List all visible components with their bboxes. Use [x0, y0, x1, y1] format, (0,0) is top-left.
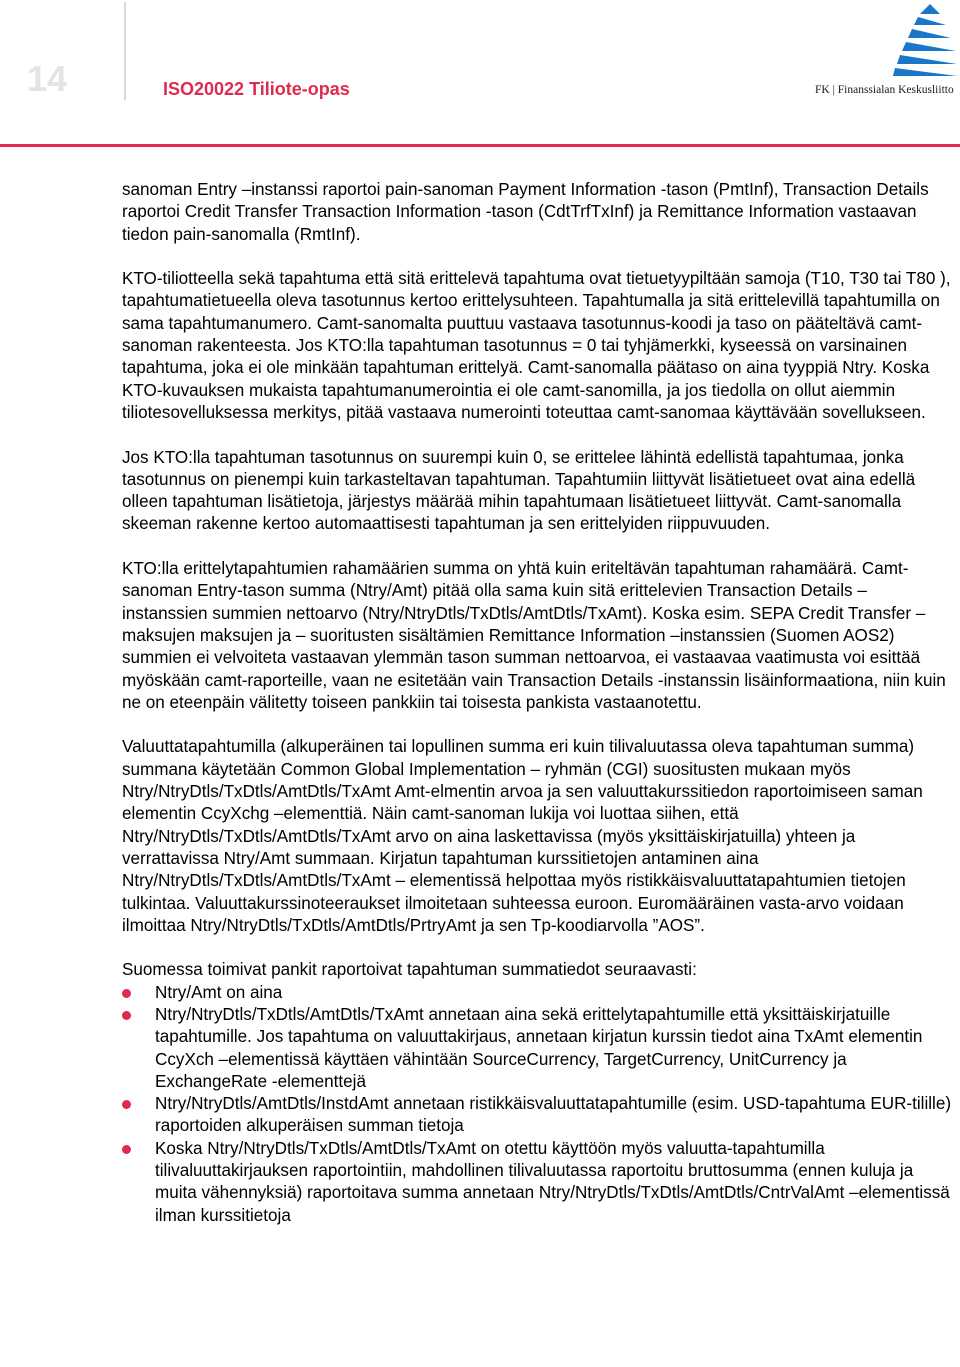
list-intro: Suomessa toimivat pankit raportoivat tapahtuman summatiedot seuraavasti: — [122, 960, 697, 980]
summary-list — [122, 982, 952, 1227]
list-item-text: Koska Ntry/NtryDtls/TxDtls/AmtDtls/TxAmt on otettu käyttöön myös valuutta-tapahtumilla tilivaluuttakirjauksen raportointiin, mahdollinen tilivaluutassa raportoitu bruttosumma (ennen kuluja ja muita vähennyksiä) raportoitava summa annetaan Ntry/NtryDtls/TxDtls/AmtDtls/CntrValAmt –elementissä ilman kurssitietoja — [155, 1138, 950, 1225]
header-rule — [0, 144, 960, 147]
bullet-icon — [122, 989, 131, 998]
paragraph: sanoman Entry –instanssi raportoi pain-sanoman Payment Information -tason (PmtInf), Transaction Details raportoi Credit Transfer Transaction Information -tason (CdtTrfTxInf) ja Remittance Information vastaavan tiedon pain-sanomalla (RmtInf). — [122, 180, 929, 244]
document-body — [122, 179, 952, 1227]
page-header — [0, 0, 960, 150]
list-item-text: Ntry/NtryDtls/TxDtls/AmtDtls/TxAmt annetaan aina sekä erittelytapahtumille että yksittäiskirjatuille tapahtumille. Jos tapahtuma on valuuttakirjaus, annetaan kirjatun kurssin tiedot aina TxAmt elementin CcyXch –elementissä käyttäen vähintään SourceCurrency, TargetCurrency, UnitCurrency ja ExchangeRate -elementtejä — [155, 1004, 923, 1091]
bullet-icon — [122, 1100, 131, 1109]
bullet-icon — [122, 1145, 131, 1154]
logo-text: FK | Finanssialan Keskusliitto — [815, 84, 954, 96]
list-item — [122, 1004, 952, 1093]
paragraph: KTO:lla erittelytapahtumien rahamäärien summa on yhtä kuin eriteltävän tapahtuman rahamäärä. Camt-sanoman Entry-tason summa (Ntry/Amt) pitää olla sama kuin sitä erittelevien Transaction Details –instanssien summien nettoarvo (Ntry/NtryDtls/TxDtls/AmtDtls/TxAmt). Koska esim. SEPA Credit Transfer – maksujen maksujen ja – suoritusten sisältämien Remittance Information –instanssien (Suomen AOS2) summien ei velvoiteta vastaavan ylemmän tason summan nettoarvoa, ei vastaavaa vaatimusta voi esittää myöskään camt-raporteille, vaan ne esitetään vain Transaction Details -instanssin lisäinformaationa, niin kuin ne on eteenpäin välitetty toiseen pankkiin tai toisesta pankista vastaanotettu. — [122, 559, 946, 712]
paragraph: Valuuttatapahtumilla (alkuperäinen tai lopullinen summa eri kuin tilivaluutassa oleva tapahtuman summa) summana käytetään Common Global Implementation – ryhmän (CGI) suositusten mukaan myös Ntry/NtryDtls/TxDtls/AmtDtls/TxAmt Amt-elmentin arvoa ja sen valuuttakurssitiedon raportoimiseen saman elementin CcyXchg –elementtiä. Näin camt-sanoman lukija voi luottaa siihen, että Ntry/NtryDtls/TxDtls/AmtDtls/TxAmt arvo on aina laskettavissa (myös yksittäiskirjatuilla) yhteen ja verrattavissa Ntry/Amt summaan. Kirjatun tapahtuman kurssitietojen antaminen aina Ntry/NtryDtls/TxDtls/AmtDtls/TxAmt – elementissä helpottaa myös ristikkäisvaluuttatapahtumien tietojen tulkintaa. Valuuttakurssinoteeraukset ilmoitetaan suhteessa euroon. Euromääräinen vasta-arvo voidaan ilmoittaa Ntry/NtryDtls/TxDtls/AmtDtls/PrtryAmt ja sen Tp-koodiarvolla ”AOS”. — [122, 737, 923, 935]
list-item — [122, 1138, 952, 1227]
list-item — [122, 982, 952, 1004]
document-title: ISO20022 Tiliote-opas — [163, 79, 350, 99]
list-item-text: Ntry/NtryDtls/AmtDtls/InstdAmt annetaan ristikkäisvaluuttatapahtumille (esim. USD-tapahtuma EUR-tilille) raportoiden alkuperäisen summan tietoja — [155, 1094, 952, 1136]
bullet-icon — [122, 1011, 131, 1020]
page-number: 14 — [27, 58, 68, 99]
list-item-text: Ntry/Amt on aina — [155, 982, 283, 1002]
list-item — [122, 1093, 952, 1138]
header-divider — [124, 2, 126, 100]
paragraph: KTO-tiliotteella sekä tapahtuma että sitä erittelevä tapahtuma ovat tietuetyypiltään samoja (T10, T30 tai T80 ), tapahtumatietueella oleva tasotunnus kertoo erittelysuhteen. Tapahtumalla ja sitä erittelevillä tapahtumilla on sama tapahtumanumero. Camt-sanomalta puuttuu vastaava tasotunnus-koodi ja taso on pääteltävä camt-sanoman rakenteesta. Jos KTO:lla tapahtuman tasotunnus = 0 tai tyhjämerkki, kyseessä on varsinainen tapahtuma, joka ei ole minkään tapahtuman erittelyä. Camt-sanomalla päätaso on aina tyyppiä Ntry. Koska KTO-kuvauksen mukaista tapahtumanumerointia ei ole camt-sanomilla, ja jos tiedolla on ollut aiemmin tiliotesovelluksessa merkitys, pitää vastaava numerointi toteuttaa camt-sanomaa käyttävään sovellukseen. — [122, 269, 951, 422]
paragraph: Jos KTO:lla tapahtuman tasotunnus on suurempi kuin 0, se erittelee lähintä edellistä tapahtumaa, jonka tasotunnus on pienempi kuin tarkasteltavan tapahtuman. Tapahtumiin liittyvät lisätietueet ovat aina edellä olleen tapahtuman lisätietoja, järjestys määrää mihin tapahtumaan lisätietueet liittyvät. Camt-sanomalla skeeman rakenne kertoo automaattisesti tapahtuman ja sen erittelyiden riippuvuuden. — [122, 447, 916, 534]
